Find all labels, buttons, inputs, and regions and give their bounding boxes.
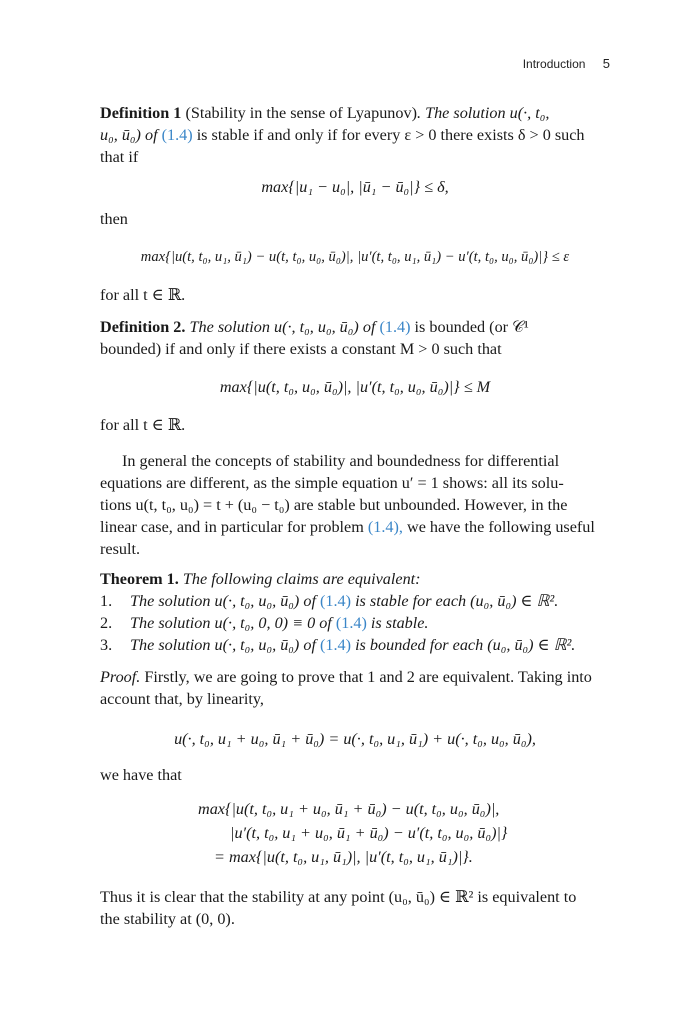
equation-max-line-3: = max{|u(t, t₀, u₁, ū₁)|, |u′(t, t₀, u₁, ū₁)|}. [214,848,473,866]
page-number: 5 [602,56,610,71]
proof-line-3: Thus it is clear that the stability at any point (u₀, ū₀) ∈ ℝ² is equivalent to [100,888,577,906]
running-header [523,56,610,71]
paragraph-line-5: result. [100,540,141,558]
forall-text-1: for all t ∈ ℝ. [100,286,186,304]
proof-line-4: the stability at (0, 0). [100,910,235,928]
definition-2-label: Definition 2. [100,318,186,336]
theorem-item: 2. The solution u(·, t₀, 0, 0) ≡ 0 of (1.4) is stable. [100,614,429,632]
definition-1-line-2: u₀, ū₀) of (1.4) is stable if and only if for every ε > 0 there exists δ > 0 such [100,126,585,144]
equation-epsilon: max{|u(t, t₀, u₁, ū₁) − u(t, t₀, u₀, ū₀)|, |u′(t, t₀, u₁, ū₁) − u′(t, t₀, u₀, ū₀)|} ≤ ε [140,249,570,265]
theorem-intro: The following claims are equivalent: [182,570,421,588]
definition-1-line-3: that if [100,148,139,166]
paragraph-line-4: linear case, and in particular for problem (1.4), we have the following useful [100,518,595,536]
equation-ref-link[interactable]: (1.4) [320,636,352,654]
equation-max-line-2: |u′(t, t₀, u₁ + u₀, ū₁ + ū₀) − u′(t, t₀, u₀, ū₀)|} [230,824,508,842]
equation-ref-link[interactable]: (1.4) [335,614,367,632]
definition-1-label: Definition 1 [100,104,182,122]
paragraph-line-3: tions u(t, t₀, u₀) = t + (u₀ − t₀) are stable but unbounded. However, in the [100,496,568,514]
theorem-item: 3. The solution u(·, t₀, u₀, ū₀) of (1.4) is bounded for each (u₀, ū₀) ∈ ℝ². [100,636,576,654]
proof-line-2: account that, by linearity, [100,690,264,708]
equation-ref-link[interactable]: (1.4) [320,592,352,610]
equation-linearity: u(·, t₀, u₁ + u₀, ū₁ + ū₀) = u(·, t₀, u₁, ū₁) + u(·, t₀, u₀, ū₀), [174,730,536,748]
we-have-text: we have that [100,766,182,784]
definition-2: Definition 2. The solution u(·, t₀, u₀, ū₀) of (1.4) is bounded (or 𝒞¹ [100,318,529,336]
equation-ref-link[interactable]: (1.4) [161,126,193,144]
then-text: then [100,210,128,228]
equation-ref-link[interactable]: (1.4), [367,518,403,536]
theorem-label: Theorem 1. [100,570,179,588]
equation-bounded: max{|u(t, t₀, u₀, ū₀)|, |u′(t, t₀, u₀, ū₀)|} ≤ M [219,378,491,396]
paragraph-line-2: equations are different, as the simple equation u′ = 1 shows: all its solu- [100,474,564,492]
proof-line-1: Proof. Firstly, we are going to prove that 1 and 2 are equivalent. Taking into [100,668,592,686]
proof-label: Proof. [100,668,141,686]
forall-text-2: for all t ∈ ℝ. [100,416,186,434]
definition-2-line-2: bounded) if and only if there exists a constant M > 0 such that [100,340,502,358]
equation-max-line-1: max{|u(t, t₀, u₁ + u₀, ū₁ + ū₀) − u(t, t₀, u₀, ū₀)|, [198,800,500,818]
equation-delta: max{|u₁ − u₀|, |ū₁ − ū₀|} ≤ δ, [261,178,449,196]
section-title: Introduction [522,57,586,71]
equation-ref-link[interactable]: (1.4) [379,318,411,336]
theorem-1 [100,568,610,590]
definition-1-title: (Stability in the sense of Lyapunov) [185,104,417,122]
definition-1: Definition 1 (Stability in the sense of Lyapunov). The solution u(·, t₀, [100,104,550,122]
paragraph-line-1: In general the concepts of stability and boundedness for differential [122,452,560,470]
theorem-item: 1. The solution u(·, t₀, u₀, ū₀) of (1.4) is stable for each (u₀, ū₀) ∈ ℝ². [100,592,559,610]
